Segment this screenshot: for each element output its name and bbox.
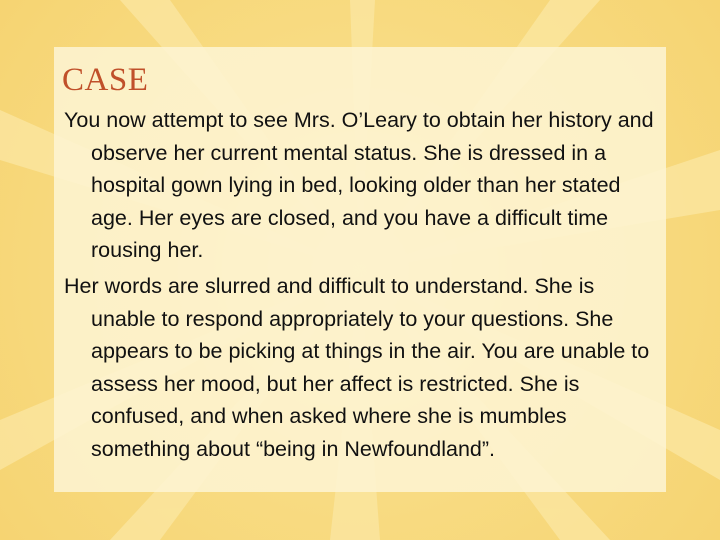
case-paragraph-history: You now attempt to see Mrs. O’Leary to obtain her history and observe her current mental status. She is dressed in a hospital gown lying in bed, looking older than her stated age. Her eyes are closed, and you have a difficult time rousing her.: [64, 108, 654, 262]
case-paragraph-observation: Her words are slurred and difficult to understand. She is unable to respond appropriately to your questions. She appears to be picking at things in the air. You are unable to assess her mood, but her affect is restricted. She is confused, and when asked where she is mumbles something about “being in Newfoundland”.: [64, 274, 650, 461]
slide-title: CASE: [62, 62, 149, 98]
